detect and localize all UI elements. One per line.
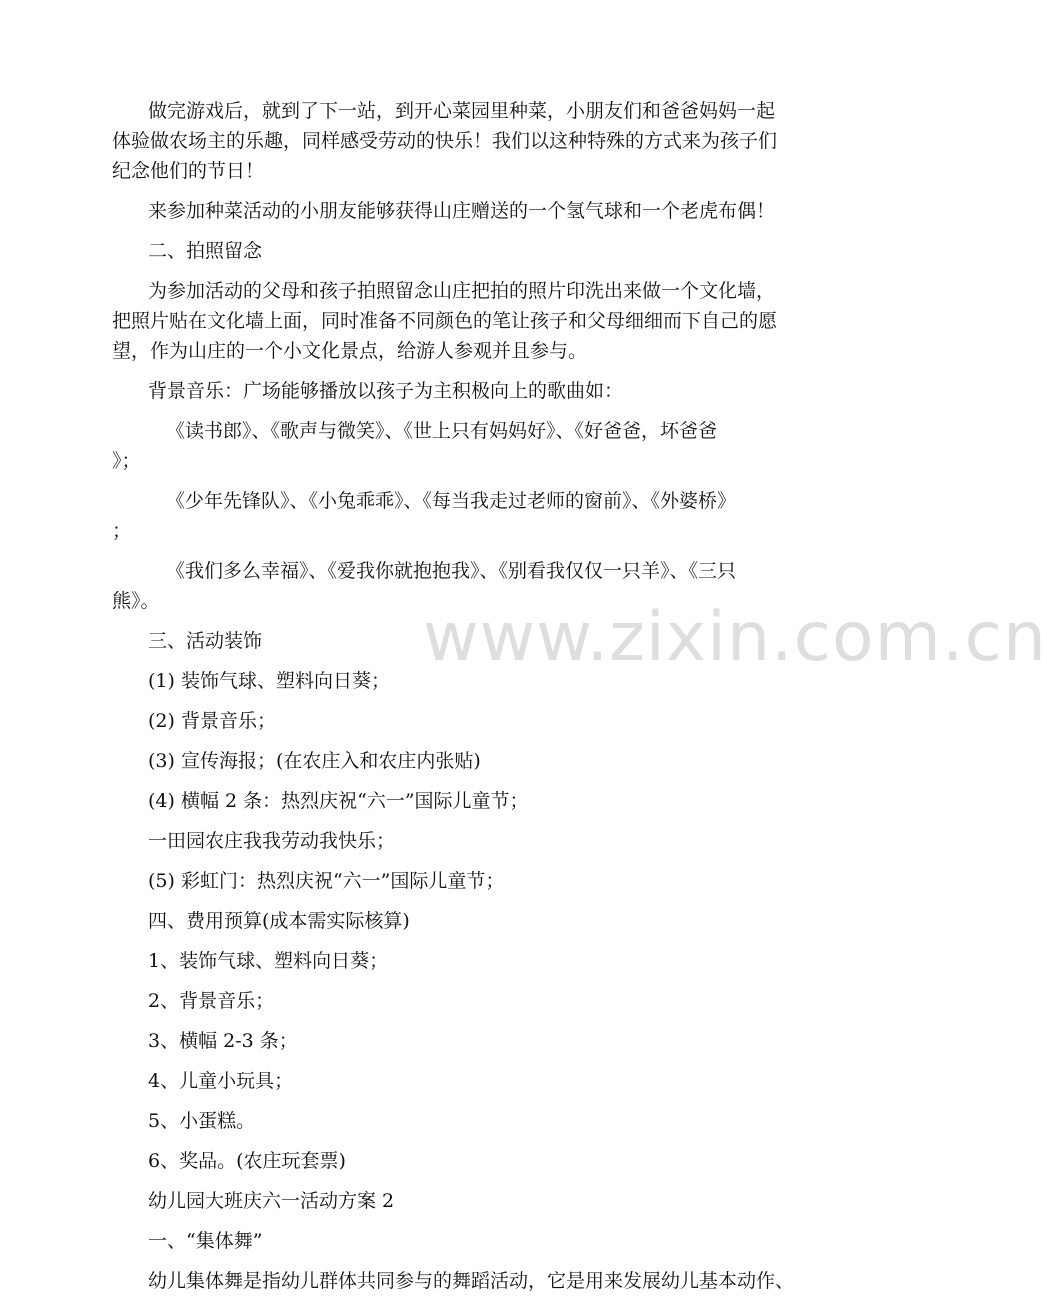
song-list-1-line-2: 》； — [112, 450, 141, 472]
paragraph-1-line-2: 体验做农场主的乐趣，同样感受劳动的快乐！我们以这种特殊的方式来为孩子们 — [112, 130, 778, 152]
paragraph-1 — [112, 96, 832, 186]
budget-item-4: 4、儿童小玩具； — [148, 1070, 294, 1092]
paragraph-3-line-2: 把照片贴在文化墙上面，同时准备不同颜色的笔让孩子和父母细细而下自己的愿 — [112, 310, 778, 332]
background-music-intro: 背景音乐：广场能够播放以孩子为主积极向上的歌曲如： — [148, 380, 624, 402]
decoration-item-4: (4) 横幅 2 条：热烈庆祝“六一”国际儿童节； — [148, 790, 529, 812]
budget-item-5: 5、小蛋糕。 — [148, 1110, 256, 1132]
plan-2-paragraph-1: 幼儿集体舞是指幼儿群体共同参与的舞蹈活动，它是用来发展幼儿基本动作、 — [148, 1270, 795, 1292]
song-list-1-line-1: 《读书郎》、《歌声与微笑》、《世上只有妈妈好》、《好爸爸，坏爸爸 — [166, 420, 718, 442]
paragraph-3-line-1: 为参加活动的父母和孩子拍照留念山庄把拍的照片印洗出来做一个文化墙， — [148, 280, 776, 302]
song-list-2 — [112, 486, 832, 546]
decoration-item-2: (2) 背景音乐； — [148, 710, 276, 732]
budget-item-1: 1、装饰气球、塑料向日葵； — [148, 950, 389, 972]
paragraph-2: 来参加种菜活动的小朋友能够获得山庄赠送的一个氢气球和一个老虎布偶！ — [148, 200, 776, 222]
decoration-item-3: (3) 宣传海报；(在农庄入和农庄内张贴) — [148, 750, 481, 772]
paragraph-1-line-1: 做完游戏后，就到了下一站，到开心菜园里种菜，小朋友们和爸爸妈妈一起 — [148, 100, 776, 122]
plan-2-section-1: 一、“集体舞” — [148, 1230, 263, 1252]
song-list-3-line-1: 《我们多么幸福》、《爱我你就抱抱我》、《别看我仅仅一只羊》、《三只 — [166, 560, 737, 582]
budget-item-2: 2、背景音乐； — [148, 990, 275, 1012]
paragraph-1-line-3: 纪念他们的节日！ — [112, 160, 265, 182]
decoration-item-4b: 一田园农庄我我劳动我快乐； — [148, 830, 396, 852]
budget-item-3: 3、横幅 2-3 条； — [148, 1030, 298, 1052]
paragraph-3 — [112, 276, 832, 366]
plan-2-title: 幼儿园大班庆六一活动方案 2 — [148, 1190, 395, 1212]
song-list-1 — [112, 416, 832, 476]
watermark: www.zixin.com.cn — [423, 598, 1047, 677]
song-list-2-line-1: 《少年先锋队》、《小兔乖乖》、《每当我走过老师的窗前》、《外婆桥》 — [166, 490, 737, 512]
section-heading-4: 四、费用预算(成本需实际核算) — [148, 910, 410, 932]
decoration-item-5: (5) 彩虹门：热烈庆祝“六一”国际儿童节； — [148, 870, 505, 892]
document-body — [112, 96, 832, 1306]
section-heading-3: 三、活动装饰 — [148, 630, 263, 652]
budget-item-6: 6、奖品。(农庄玩套票) — [148, 1150, 346, 1172]
song-list-3-line-2: 熊》。 — [112, 590, 160, 612]
paragraph-3-line-3: 望，作为山庄的一个小文化景点，给游人参观并且参与。 — [112, 340, 588, 362]
song-list-2-line-2: ； — [112, 520, 132, 542]
section-heading-2: 二、拍照留念 — [148, 240, 263, 262]
song-list-3 — [112, 556, 832, 616]
decoration-item-1: (1) 装饰气球、塑料向日葵； — [148, 670, 390, 692]
